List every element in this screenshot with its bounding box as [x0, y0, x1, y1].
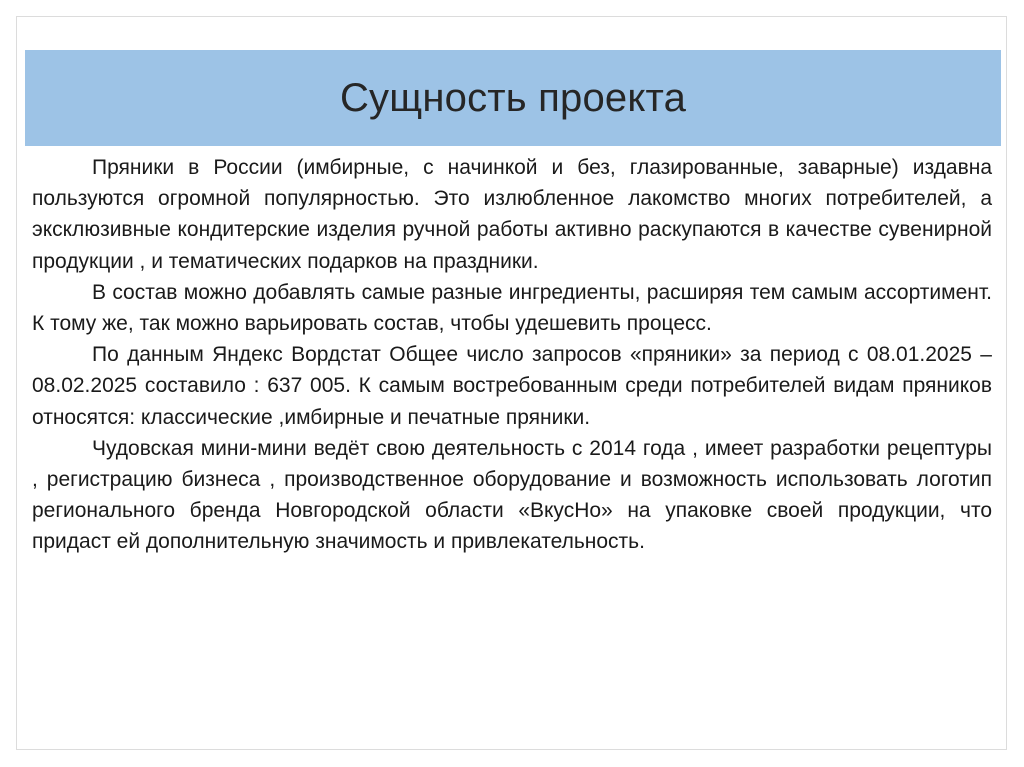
paragraph-gingerbread-popularity: Пряники в России (имбирные, с начинкой и без, глазированные, заварные) издавна пользуются огромной популярностью. Это излюбленное лакомство многих потребителей, а эксклюзивные кондитерские изделия ручной работы активно раскупаются в качестве сувенирной продукции , и тематических подарков на праздники.: [32, 156, 992, 273]
slide-body: [32, 152, 992, 558]
title-bar: [25, 50, 1001, 146]
paragraph-wordstat: По данным Яндекс Вордстат Общее число запросов «пряники» за период с 08.01.2025 – 08.02.2025 составило : 637 005. К самым востребованным среди потребителей видам пряников относятся: классические ,имбирные и печатные пряники.: [32, 343, 992, 429]
slide-title: Сущность проекта: [339, 75, 687, 120]
paragraph-company: Чудовская мини-мини ведёт свою деятельность с 2014 года , имеет разработки рецептуры , регистрацию бизнеса , производственное оборудование и возможность использовать логотип регионального бренда Новгородской области «ВкусНо» на упаковке своей продукции, что придаст ей дополнительную значимость и привлекательность.: [32, 436, 992, 554]
paragraph-ingredients: В состав можно добавлять самые разные ингредиенты, расширяя тем самым ассортимент. К тому же, так можно варьировать состав, чтобы удешевить процесс.: [32, 280, 992, 336]
